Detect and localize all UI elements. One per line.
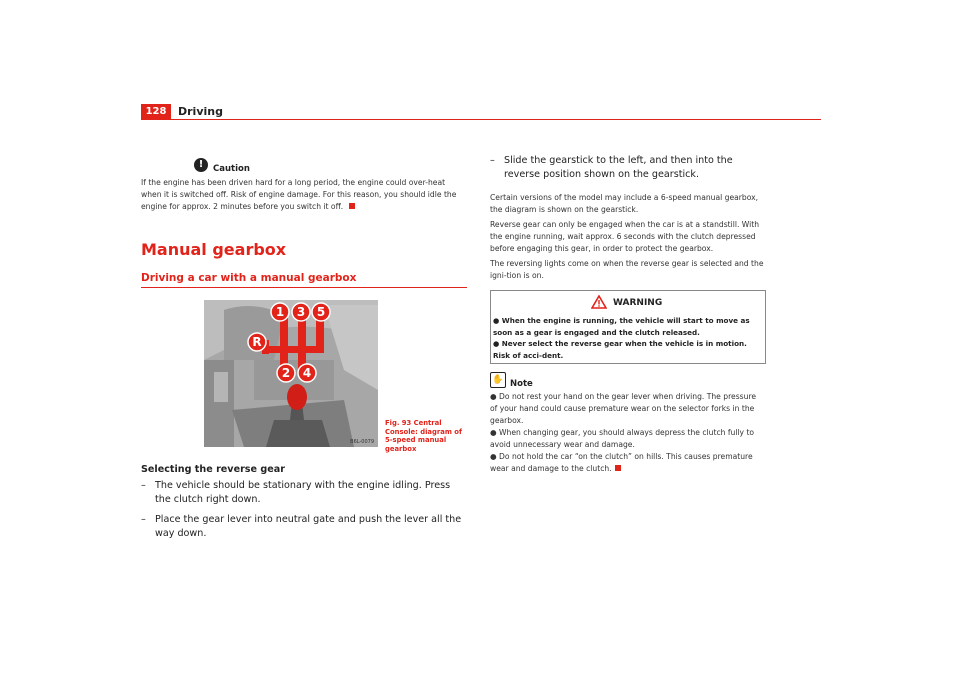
svg-text:R: R <box>252 335 262 349</box>
step-text: Place the gear lever into neutral gate and push the lever all the way down. <box>155 514 462 539</box>
bullet-icon: ● <box>493 339 502 348</box>
svg-text:2: 2 <box>281 366 291 380</box>
step-item <box>141 479 467 507</box>
dash-bullet: – <box>490 155 495 166</box>
svg-text:3: 3 <box>296 305 306 319</box>
header-rule <box>141 119 821 120</box>
bullet-icon: ● <box>490 428 500 437</box>
info-paragraphs <box>490 192 765 282</box>
caution-text <box>141 177 467 213</box>
warning-item: ● When the engine is running, the vehicle will start to move as soon as a gear is engaged and the clutch released. <box>493 316 750 337</box>
heading-rule <box>141 287 467 288</box>
section-title: Driving <box>178 105 223 118</box>
figure-caption: Fig. 93 Central Console: diagram of 5-speed manual gearbox <box>385 419 462 453</box>
right-steps <box>490 154 765 182</box>
note-item: ● Do not hold the car “on the clutch” on hills. This causes premature wear and damage to the clutch. <box>490 452 753 473</box>
bullet-icon: ● <box>493 316 502 325</box>
warning-list <box>493 315 761 361</box>
reverse-heading: Selecting the reverse gear <box>141 464 285 475</box>
heading-manual-gearbox: Manual gearbox <box>141 240 287 259</box>
dash-bullet: – <box>141 514 146 525</box>
paragraph: The reversing lights come on when the reverse gear is selected and the igni-tion is on. <box>490 259 764 280</box>
note-item: ● When changing gear, you should always depress the clutch fully to avoid unnecessary wear and damage. <box>490 428 755 449</box>
end-square-icon <box>349 203 355 209</box>
step-text: The vehicle should be stationary with the engine idling. Press the clutch right down. <box>155 480 451 505</box>
page-number: 128 <box>141 104 171 120</box>
svg-text:1: 1 <box>275 305 285 319</box>
note-item: ● Do not rest your hand on the gear lever when driving. The pressure of your hand could cause premature wear on the selector forks in the gearbox. <box>490 392 757 425</box>
svg-text:5: 5 <box>316 305 326 319</box>
paragraph: Certain versions of the model may include a 6-speed manual gearbox, the diagram is shown on the gearstick. <box>490 193 759 214</box>
step-text: Slide the gearstick to the left, and then into the reverse position shown on the gearstick. <box>504 155 733 180</box>
left-steps <box>141 479 467 541</box>
caution-body: If the engine has been driven hard for a long period, the engine could over-heat when it is switched off. Risk of engine damage. For this reason, you should idle the engine for approx. 2 minutes before you switch it off. <box>141 178 457 211</box>
caution-title: Caution <box>213 164 250 174</box>
bullet-icon: ● <box>490 452 500 461</box>
gear-figure <box>204 300 378 447</box>
gearbox-illustration <box>204 300 378 447</box>
warning-triangle-icon <box>591 295 607 309</box>
step-item <box>141 513 467 541</box>
step-item <box>490 154 765 182</box>
warning-item: ● Never select the reverse gear when the vehicle is in motion. Risk of acci-dent. <box>493 339 747 360</box>
warning-title: WARNING <box>613 298 663 308</box>
svg-text:B6L-0079: B6L-0079 <box>350 439 374 445</box>
heading-driving-manual: Driving a car with a manual gearbox <box>141 272 357 284</box>
note-list <box>490 391 765 475</box>
warning-box <box>490 290 766 364</box>
paragraph: Reverse gear can only be engaged when the car is at a standstill. With the engine running, wait approx. 6 seconds with the clutch depressed before engaging this gear, in order to protect the gearbox. <box>490 220 760 253</box>
note-title: Note <box>510 379 533 389</box>
bullet-icon: ● <box>490 392 500 401</box>
exclamation-icon: ! <box>194 158 208 172</box>
note-hand-icon: ✋ <box>490 372 506 388</box>
dash-bullet: – <box>141 480 146 491</box>
svg-text:4: 4 <box>302 366 312 380</box>
end-square-icon <box>615 465 621 471</box>
